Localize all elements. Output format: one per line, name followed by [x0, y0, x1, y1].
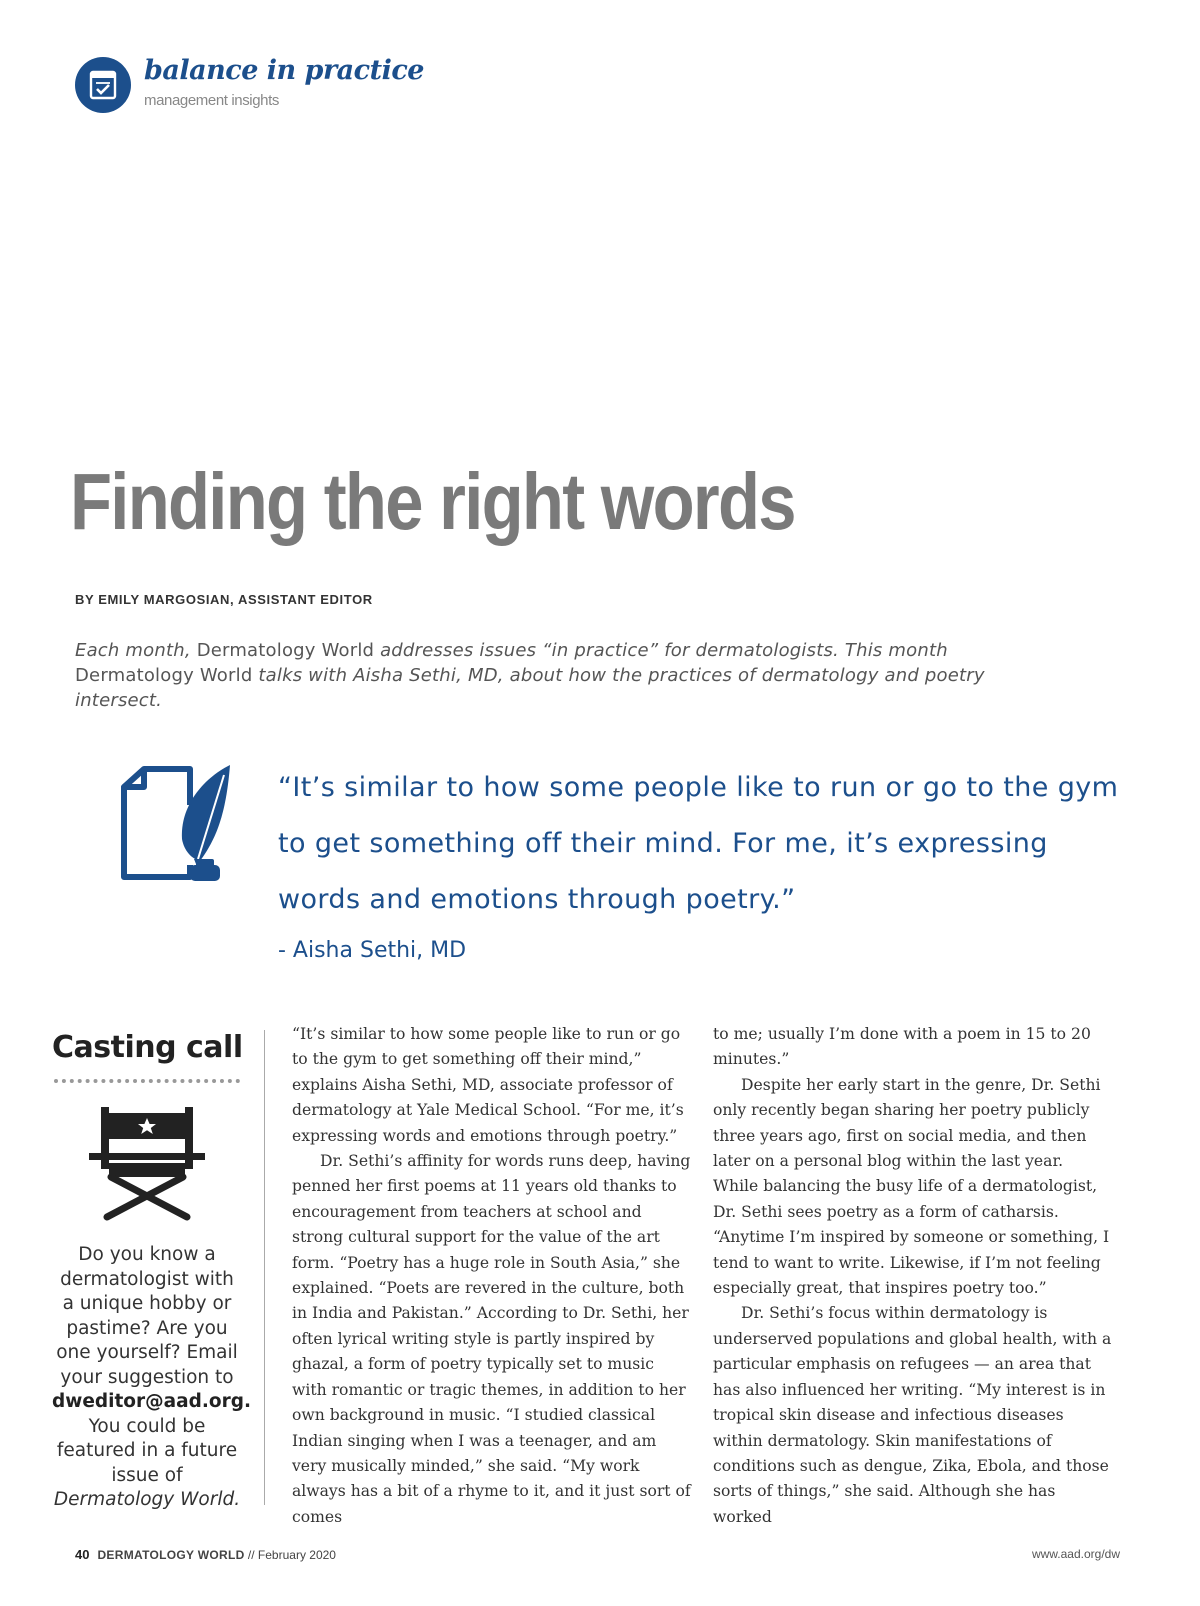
column-divider	[264, 1030, 265, 1505]
sidebar-title: Casting call	[52, 1030, 243, 1065]
article-headline: Finding the right words	[70, 457, 795, 546]
sidebar-text-1: Do you know a dermatologist with a unique hobby or pastime? Are you one yourself? Email your suggestion to	[56, 1244, 238, 1388]
article-intro	[75, 638, 1005, 713]
sidebar-text-2: You could be featured in a future issue of	[56, 1415, 238, 1486]
paragraph: Dr. Sethi’s focus within dermatology is underserved populations and global health, with a particular emphasis on refugees — an area that has also influenced her writing. “My interest is in tropical skin disease and infectious diseases within dermatology. Skin manifestations of conditions such as dengue, Zika, Ebola, and those sorts of things,” she said. Although she has worked	[713, 1304, 1112, 1526]
page-number: 40	[75, 1547, 90, 1562]
magazine-name: DERMATOLOGY WORLD	[97, 1548, 245, 1562]
intro-part-5: talks with Aisha Sethi, MD, about how the practices of dermatology and poetry intersect.	[75, 665, 985, 711]
issue-date: February 2020	[257, 1548, 336, 1562]
intro-part-2: Dermatology World	[190, 640, 381, 661]
pull-quote: “It’s similar to how some people like to run or go to the gym to get something off their mind. For me, it’s expressing words and emotions through poetry.”	[278, 772, 1119, 915]
section-badge	[75, 57, 131, 113]
footer-separator: //	[244, 1548, 258, 1562]
article-byline: BY EMILY MARGOSIAN, ASSISTANT EDITOR	[75, 592, 373, 607]
paragraph: “It’s similar to how some people like to run or go to the gym to get something off their mind,” explains Aisha Sethi, MD, associate professor of dermatology at Yale Medical School. “For me, it’s expressing words and emotions through poetry.”	[292, 1025, 684, 1145]
checklist-icon	[88, 69, 118, 101]
intro-part-3: addresses issues “in practice” for dermatologists. This month	[380, 640, 948, 661]
casting-call-sidebar	[52, 1030, 251, 1513]
intro-part-1: Each month,	[75, 640, 191, 661]
quill-document-icon	[118, 765, 240, 885]
paragraph: to me; usually I’m done with a poem in 15 to 20 minutes.”	[713, 1025, 1091, 1069]
footer-left	[75, 1547, 336, 1562]
directors-chair-icon	[87, 1105, 207, 1221]
intro-part-4: Dermatology World	[75, 665, 259, 686]
paragraph: Dr. Sethi’s affinity for words runs deep, having penned her first poems at 11 years old thanks to encouragement from teachers at school and strong cultural support for the value of the art form. “Poetry has a huge role in South Asia,” she explained. “Poets are revered in the culture, both in India and Pakistan.” According to Dr. Sethi, her often lyrical writing style is partly inspired by ghazal, a form of poetry typically set to music with romantic or tragic themes, in addition to her own background in music. “I studied classical Indian singing when I was a teenager, and am very musically minded,” she said. “My work always has a bit of a rhyme to it, and it just sort of comes	[292, 1152, 691, 1526]
pull-quote-attribution: - Aisha Sethi, MD	[278, 938, 467, 963]
email-link[interactable]: dweditor@aad.org.	[52, 1391, 251, 1412]
article-column-1	[292, 1022, 692, 1530]
article-column-2	[713, 1022, 1113, 1530]
footer-url[interactable]: www.aad.org/dw	[1031, 1547, 1120, 1561]
sidebar-text	[52, 1243, 251, 1513]
dotted-divider	[54, 1079, 240, 1083]
section-title: balance in practice	[144, 55, 424, 86]
paragraph: Despite her early start in the genre, Dr. Sethi only recently began sharing her poetry publicly three years ago, first on social media, and then later on a personal blog within the last year. While balancing the busy life of a dermatologist, Dr. Sethi sees poetry as a form of catharsis. “Anytime I’m inspired by someone or something, I tend to want to write. Likewise, if I’m not feeling especially great, that inspires poetry too.”	[713, 1075, 1110, 1298]
section-subtitle: management insights	[144, 92, 279, 109]
publication-name: Dermatology World.	[53, 1489, 241, 1510]
